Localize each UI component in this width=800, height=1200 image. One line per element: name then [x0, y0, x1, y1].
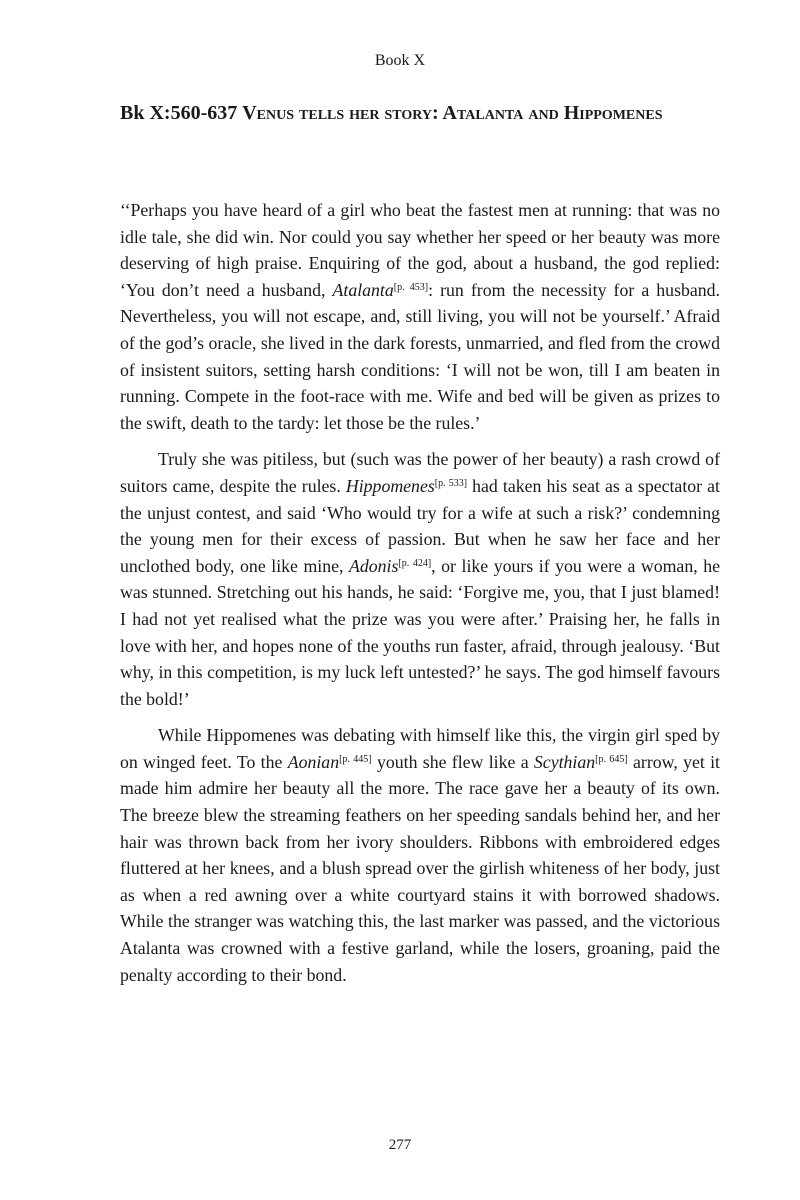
italic-name: Aonian [287, 751, 340, 772]
text-run: , or like yours if you were a woman, he was stunned. Stretching out his hands, he said: ‘Forgive me, you, that I just blamed! I had not yet realised what the prize was you were after.’ Praising her, he falls in love with her, and hopes none of the youths run faster, afraid, through jealousy. ‘But why, in this competition, is my luck left untested?’ he says. The god himself favours the bold!’ [120, 555, 720, 709]
text-run: ‘‘Perhaps you have heard of a girl who beat the fastest men at running: that was no idle tale, she did win. Nor could you say whether her speed or her beauty was more deserving of high praise. Enquiring of the god, about a husband, the god replied: ‘You don’t need a husband, [120, 200, 720, 300]
section-ref: Bk X:560-637 [120, 102, 238, 124]
text-run: : run from the necessity for a husband. Nevertheless, you will not escape, and, still living, you will not be yourself.’ Afraid of the god’s oracle, she lived in the dark forests, unmarried, and fled from the crowd of insistent suitors, setting harsh conditions: ‘I will not be won, till I am beaten in running. Compete in the foot-race with me. Wife and bed will be given as prizes to the swift, death to the tardy: let those be the rules.’ [120, 279, 721, 433]
section-heading [120, 100, 720, 127]
body-text [120, 197, 720, 998]
running-head: Book X [374, 52, 426, 69]
text-run: Truly she was pitiless, but (such was the power of her beauty) a rash crowd of suitors came, despite the rules. [120, 449, 720, 496]
text-run: While Hippomenes was debating with himself like this, the virgin girl sped by on winged feet. To the [120, 725, 720, 772]
paragraph [120, 446, 720, 712]
page-reference: [p. 645] [595, 753, 628, 765]
page-number: 277 [388, 1137, 412, 1153]
page-reference: [p. 453] [393, 281, 429, 293]
page-reference: [p. 533] [434, 477, 468, 489]
text-run: arrow, yet it made him admire her beauty all the more. The race gave her a beauty of its own. The breeze blew the streaming feathers on her speeding sandals behind her, and her hair was thrown back from her ivory shoulders. Ribbons with embroidered edges fluttered at her knees, and a blush spread over the girlish whiteness of her body, just as when a red awning over a white courtyard stains it with borrowed shadows. While the stranger was watching this, the last marker was passed, and the victorious Atalanta was crowned with a festive garland, while the losers, groaning, paid the penalty according to their bond. [120, 751, 720, 985]
text-run: youth she flew like a [371, 751, 534, 772]
text-run: had taken his seat as a spectator at the unjust contest, and said ‘Who would try for a wife at such a risk?’ condemning the young men for their excess of passion. But when he saw her face and her unclothed body, one like mine, [120, 475, 720, 576]
page-reference: [p. 445] [339, 753, 372, 765]
italic-name: Hippomenes [345, 475, 435, 496]
italic-name: Scythian [533, 751, 596, 772]
italic-name: Atalanta [332, 279, 394, 300]
page-reference: [p. 424] [398, 557, 432, 569]
section-title: Venus tells her story: Atalanta and Hippomenes [242, 102, 663, 124]
paragraph [120, 197, 720, 436]
italic-name: Adonis [349, 555, 399, 576]
paragraph [120, 722, 720, 988]
